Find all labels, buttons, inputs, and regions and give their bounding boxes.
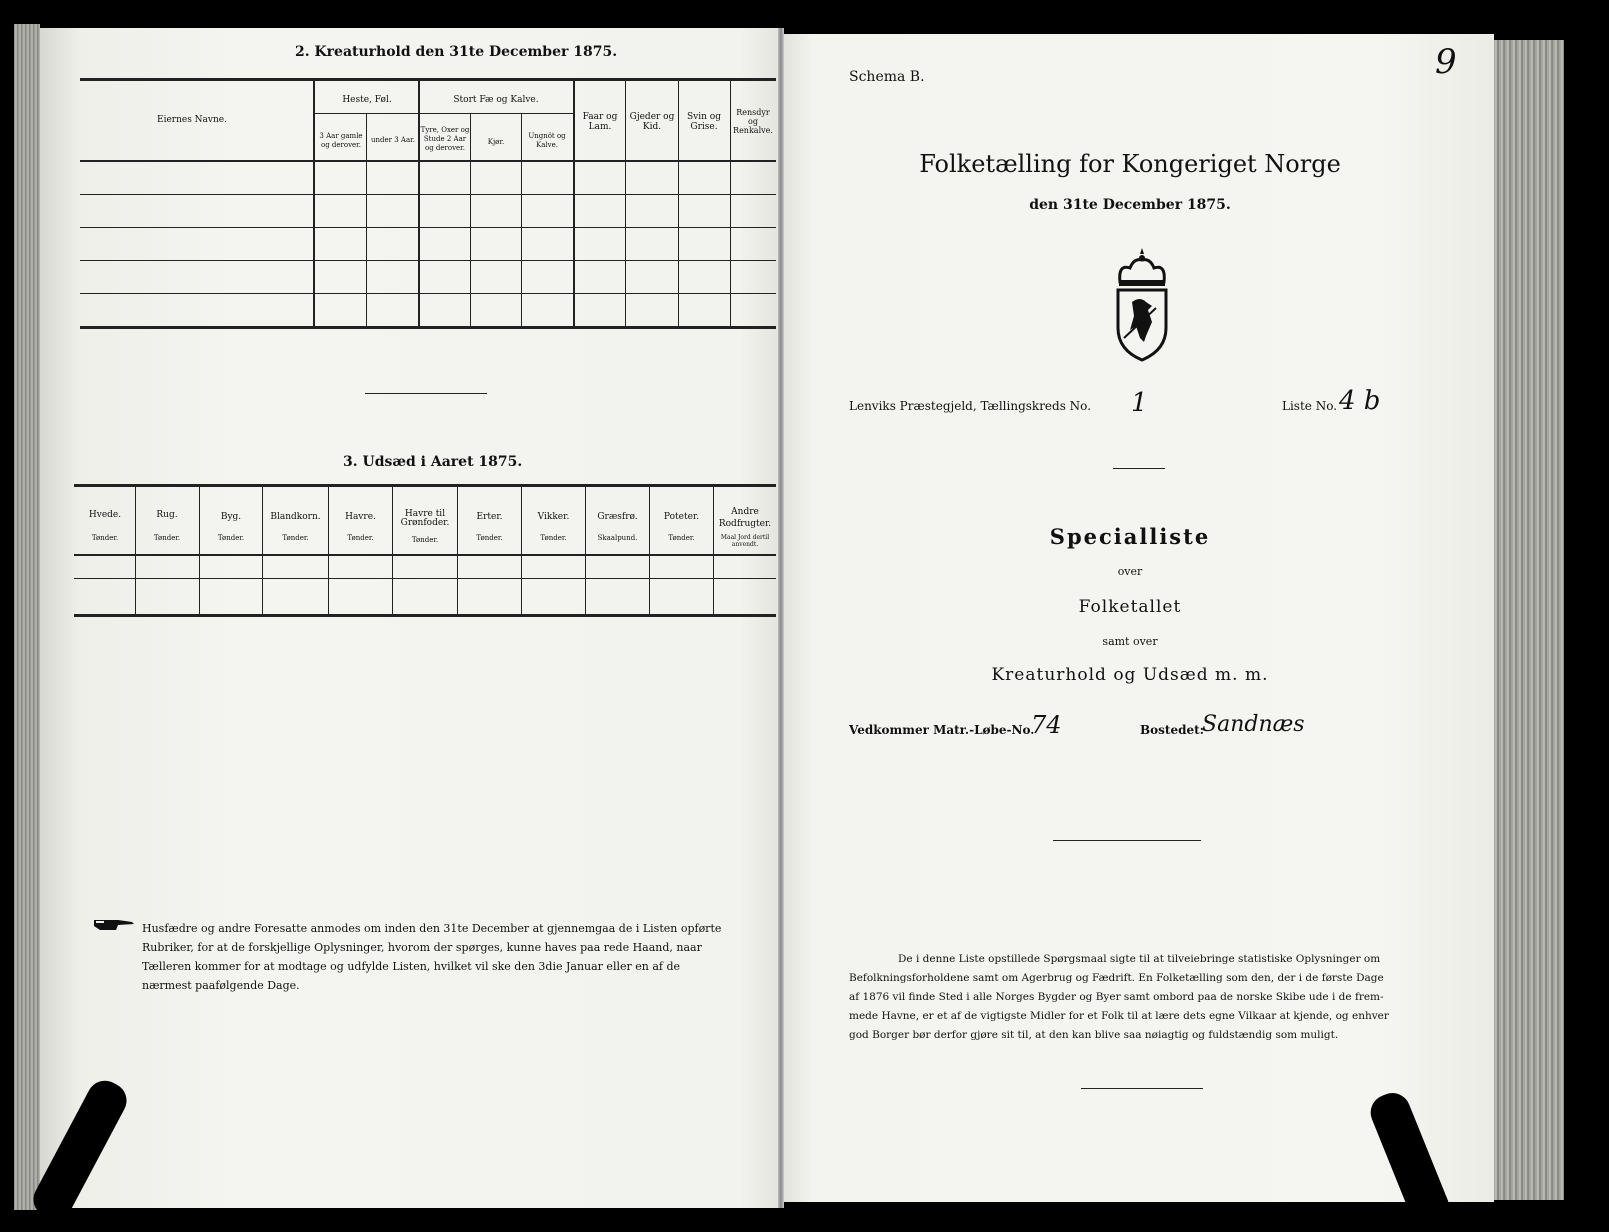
cattle-young-header: Ungnöt og Kalve. bbox=[528, 132, 566, 149]
footer-line-2: Befolkningsforholdene samt om Agerbrug og Fædrift. En Folketælling som den, der i de første Dage bbox=[849, 972, 1384, 984]
horse-3y-header: 3 Aar gamle og derover. bbox=[319, 132, 363, 149]
reindeer-header: Rensdyr og Renkalve. bbox=[733, 108, 773, 135]
book-spine bbox=[778, 28, 784, 1208]
book-edge-left bbox=[14, 24, 40, 1210]
seed-col-vetch: Vikker. bbox=[537, 512, 570, 522]
seed-unit-peas: Tønder. bbox=[476, 534, 503, 542]
seed-unit-other-roots: Maal Jord dertil anvendt. bbox=[720, 534, 770, 548]
seed-unit-oats: Tønder. bbox=[347, 534, 374, 542]
section2-title: 2. Kreaturhold den 31te December 1875. bbox=[295, 44, 618, 60]
rule-1 bbox=[1113, 468, 1165, 469]
left-page bbox=[40, 28, 782, 1208]
seed-unit-wheat: Tønder. bbox=[91, 534, 119, 542]
parish-label: Lenviks Præstegjeld, Tællingskreds No. bbox=[849, 399, 1092, 413]
list-number: 4 b bbox=[1339, 386, 1381, 416]
folketallet-heading: Folketallet bbox=[1078, 597, 1182, 617]
seed-col-rye: Rug. bbox=[156, 510, 178, 520]
bosted-label: Bostedet: bbox=[1140, 723, 1205, 737]
seed-unit-mixed: Tønder. bbox=[282, 534, 309, 542]
seed-unit-oats-fodder: Tønder. bbox=[411, 536, 439, 544]
over-label: over bbox=[1117, 565, 1143, 578]
seed-unit-potatoes: Tønder. bbox=[668, 534, 695, 542]
census-title: Folketælling for Kongeriget Norge bbox=[919, 150, 1341, 178]
owner-name-header: Eiernes Navne. bbox=[157, 115, 227, 125]
table3-bottom-rule bbox=[74, 614, 776, 617]
seed-col-other-roots: Andre Rodfrugter. bbox=[718, 507, 772, 529]
table2-top-rule bbox=[80, 78, 776, 81]
horse-under3-header: under 3 Aar. bbox=[371, 136, 415, 144]
footer-line-4: mede Havne, er et af de vigtigste Midler for et Folk til at lære dets egne Vilkaar at kjende, og enhver bbox=[849, 1010, 1389, 1022]
seed-col-mixed: Blandkorn. bbox=[270, 512, 321, 522]
rule-3 bbox=[1081, 1088, 1203, 1089]
pigs-header: Svin og Grise. bbox=[687, 112, 721, 132]
specialliste-heading: Specialliste bbox=[1049, 524, 1211, 549]
page-number: 9 bbox=[1435, 42, 1457, 82]
section3-title: 3. Udsæd i Aaret 1875. bbox=[343, 454, 523, 470]
bosted-value: Sandnæs bbox=[1202, 712, 1305, 737]
horse-header: Heste, Føl. bbox=[342, 95, 392, 105]
seed-unit-rye: Tønder. bbox=[153, 534, 181, 542]
seed-col-potatoes: Poteter. bbox=[663, 512, 700, 522]
footer-line-3: af 1876 vil finde Sted i alle Norges Bygder og Byer samt ombord paa de norske Skibe ude i de frem- bbox=[849, 991, 1384, 1003]
goats-header: Gjeder og Kid. bbox=[629, 112, 675, 132]
notice-line-2: Rubriker, for at de forskjellige Oplysninger, hvorom der spørges, kunne haves paa rede Haand, naar bbox=[142, 941, 702, 954]
cattle-bulls-header: Tyre, Oxer og Stude 2 Aar og derover. bbox=[420, 126, 470, 152]
divider-rule bbox=[365, 393, 487, 394]
census-date: den 31te December 1875. bbox=[1029, 197, 1231, 213]
district-number: 1 bbox=[1131, 388, 1148, 418]
sheep-header: Faar og Lam. bbox=[582, 112, 618, 132]
seed-col-oats-fodder: Havre til Grønfoder. bbox=[400, 509, 450, 528]
notice-line-3: Tælleren kommer for at modtage og udfylde Listen, hvilket vil ske den 3die Januar eller en af de bbox=[142, 960, 681, 973]
schema-label: Schema B. bbox=[849, 69, 925, 85]
seed-col-barley: Byg. bbox=[220, 512, 242, 522]
table2-bottom-rule bbox=[80, 326, 776, 329]
samt-over-label: samt over bbox=[1102, 635, 1158, 648]
footer-line-5: god Borger bør derfor gjøre sit til, at den kan blive saa nøiagtig og fuldstændig som muligt. bbox=[849, 1029, 1339, 1041]
matr-label: Vedkommer Matr.-Løbe-No. bbox=[849, 723, 1035, 737]
rule-2 bbox=[1053, 840, 1201, 841]
notice-line-1: Husfædre og andre Foresatte anmodes om inden den 31te December at gjennemgaa de i Listen opførte bbox=[142, 922, 722, 935]
seed-col-peas: Erter. bbox=[476, 512, 503, 522]
list-label: Liste No. bbox=[1282, 399, 1338, 413]
pointing-hand-icon bbox=[92, 912, 136, 938]
seed-unit-barley: Tønder. bbox=[217, 534, 245, 542]
seed-col-oats: Havre. bbox=[345, 512, 376, 522]
cattle-header: Stort Fæ og Kalve. bbox=[453, 95, 539, 105]
livestock-heading: Kreaturhold og Udsæd m. m. bbox=[991, 665, 1269, 685]
book-page-edges bbox=[1494, 40, 1564, 1200]
matr-number: 74 bbox=[1031, 711, 1062, 739]
cattle-cows-header: Kjør. bbox=[487, 138, 505, 146]
seed-col-grass: Græsfrø. bbox=[597, 512, 638, 522]
footer-line-1: De i denne Liste opstillede Spørgsmaal sigte til at tilveiebringe statistiske Oplysninger om bbox=[898, 953, 1381, 965]
notice-line-4: nærmest paafølgende Dage. bbox=[142, 979, 300, 992]
seed-col-wheat: Hvede. bbox=[88, 510, 122, 520]
coat-of-arms-icon bbox=[1110, 246, 1174, 366]
seed-unit-vetch: Tønder. bbox=[540, 534, 567, 542]
seed-unit-grass: Skaalpund. bbox=[597, 534, 638, 542]
table3-top-rule bbox=[74, 484, 776, 487]
